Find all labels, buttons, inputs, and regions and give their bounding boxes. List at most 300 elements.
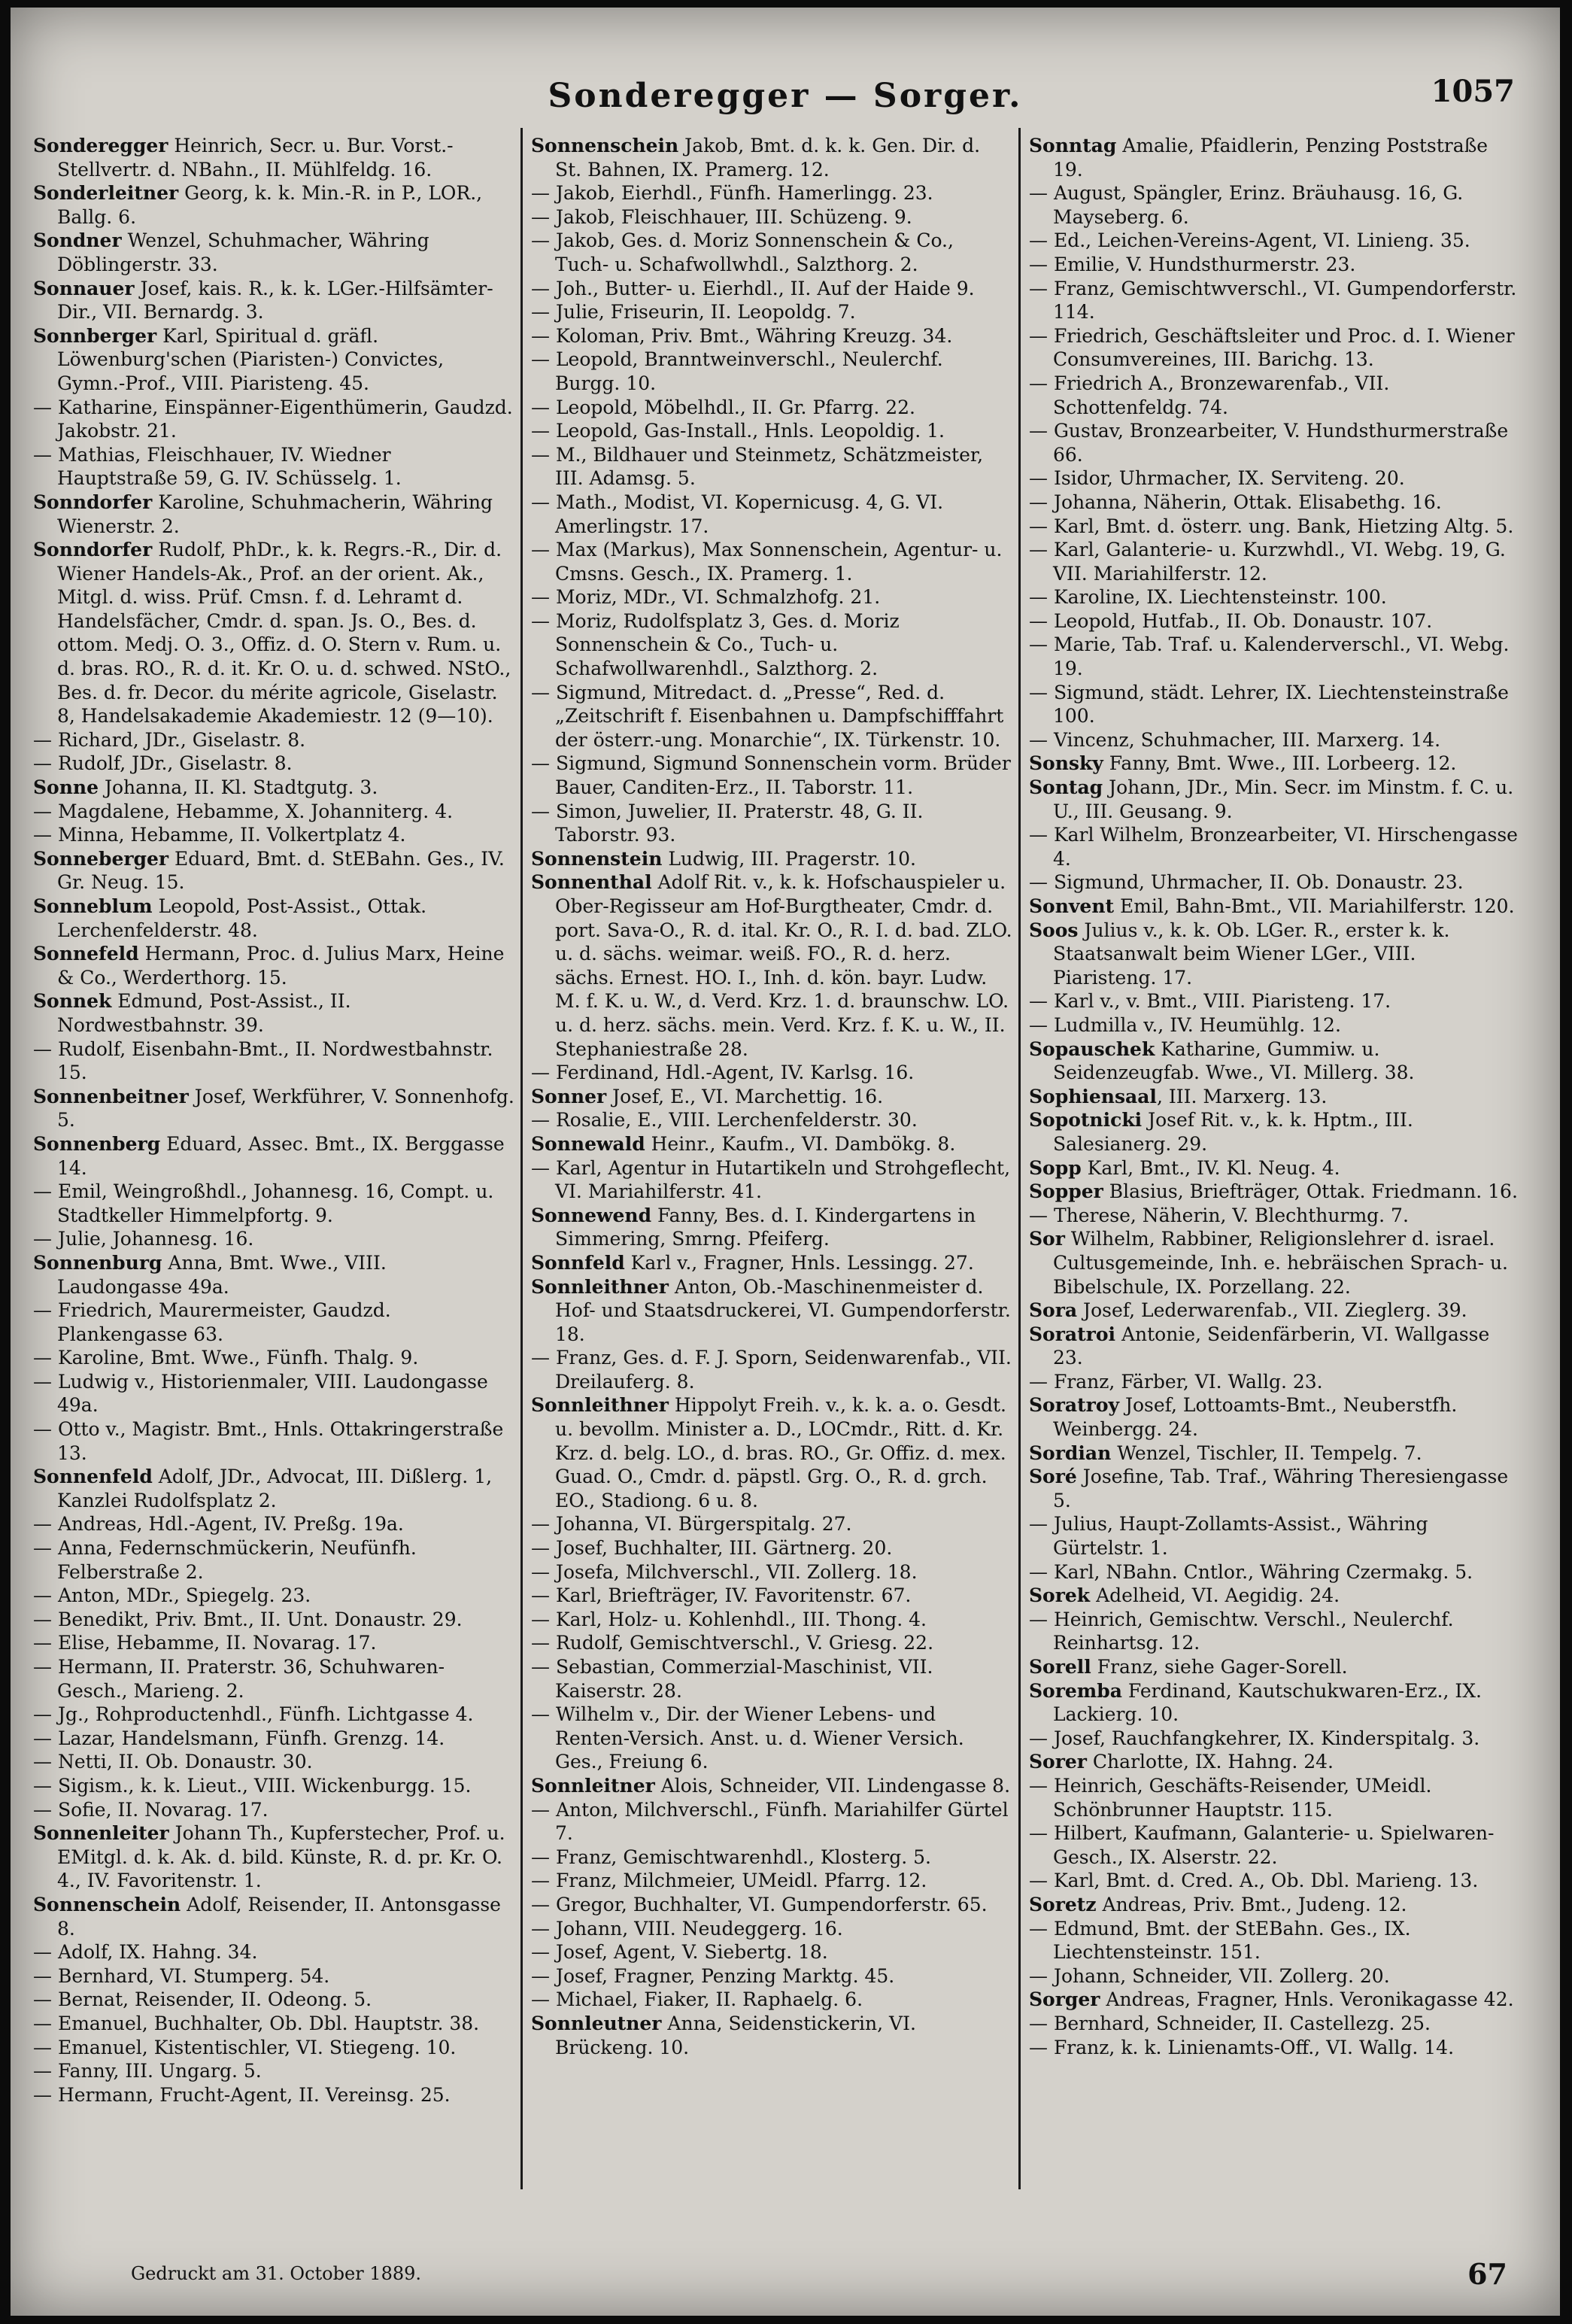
entry-details: Heinrich, Secr. u. Bur. Vorst.-Stellvertr. d. NBahn., II. Mühlfeldg. 16. xyxy=(57,135,454,181)
directory-entry xyxy=(531,1964,1012,1988)
entry-details: Antonie, Seidenfärberin, VI. Wallgasse 23. xyxy=(1053,1323,1490,1369)
page-number: 1057 xyxy=(1431,74,1515,109)
entry-details: Josef, Lottoamts-Bmt., Neuberstfh. Weinbergg. 24. xyxy=(1053,1394,1458,1441)
directory-entry xyxy=(531,1346,1012,1393)
directory-entry xyxy=(1029,1679,1518,1727)
entry-details: — Koloman, Priv. Bmt., Währing Kreuzg. 34. xyxy=(531,324,953,347)
entry-details: — Anna, Federnschmückerin, Neufünfh. Felberstraße 2. xyxy=(33,1537,417,1583)
entry-details: — Johann, Schneider, VII. Zollerg. 20. xyxy=(1029,1964,1390,1987)
directory-entry xyxy=(531,1869,1012,1893)
directory-entry xyxy=(531,1085,1012,1109)
directory-entry xyxy=(1029,681,1518,728)
entry-surname: Soratroy xyxy=(1029,1394,1120,1417)
directory-entry xyxy=(1029,1227,1518,1299)
directory-entry xyxy=(1029,776,1518,823)
entry-details: — Moriz, MDr., VI. Schmalzhofg. 21. xyxy=(531,586,881,609)
directory-entry xyxy=(33,1608,514,1632)
entry-details: Fanny, Bmt. Wwe., III. Lorbeerg. 12. xyxy=(1103,752,1457,775)
entry-details: Johanna, II. Kl. Stadtgutg. 3. xyxy=(99,776,378,799)
directory-entry xyxy=(33,1631,514,1655)
directory-entry xyxy=(1029,1037,1518,1085)
entry-details: Adelheid, VI. Aegidig. 24. xyxy=(1090,1584,1340,1607)
entry-surname: Soretz xyxy=(1029,1893,1097,1915)
directory-entry xyxy=(531,585,1012,609)
directory-entry xyxy=(33,823,514,847)
entry-surname: Sopper xyxy=(1029,1180,1103,1203)
directory-entry xyxy=(33,1251,514,1299)
entry-details: Anna, Bmt. Wwe., VIII. Laudongasse 49a. xyxy=(57,1251,387,1298)
directory-entry xyxy=(531,205,1012,229)
directory-entry xyxy=(531,1560,1012,1584)
entry-details: — Marie, Tab. Traf. u. Kalenderverschl., VI. Webg. 19. xyxy=(1029,633,1510,680)
entry-details: — August, Spängler, Erinz. Bräuhausg. 16, G. Mayseberg. 6. xyxy=(1029,182,1464,228)
directory-entry xyxy=(1029,491,1518,515)
directory-entry xyxy=(33,1037,514,1085)
entry-surname: Sonnenfeld xyxy=(33,1466,153,1488)
directory-entry xyxy=(1029,229,1518,253)
entry-details: Wilhelm, Rabbiner, Religionslehrer d. israel. Cultusgemeinde, Inh. e. hebräischen Sprach- u. Bibelschule, IX. Porzellang. 22. xyxy=(1053,1228,1509,1298)
directory-entry xyxy=(1029,989,1518,1013)
directory-entry xyxy=(1029,324,1518,372)
directory-entry xyxy=(33,942,514,989)
directory-entry xyxy=(33,1750,514,1774)
directory-entry xyxy=(1029,277,1518,324)
entry-surname: Sonnenberg xyxy=(33,1132,161,1155)
directory-entry xyxy=(1029,1917,1518,1964)
directory-entry xyxy=(33,1346,514,1370)
directory-entry xyxy=(1029,752,1518,776)
entry-details: Karoline, Schuhmacherin, Währing Wienerstr. 2. xyxy=(57,491,493,537)
directory-entry xyxy=(33,1703,514,1727)
entry-details: — Gustav, Bronzearbeiter, V. Hundsthurmerstraße 66. xyxy=(1029,420,1509,466)
entry-details: Josefine, Tab. Traf., Währing Theresiengasse 5. xyxy=(1053,1466,1509,1511)
entry-details: — Johanna, Näherin, Ottak. Elisabethg. 16. xyxy=(1029,491,1442,513)
entry-surname: Sonne xyxy=(33,776,99,799)
entry-details: — Sigmund, Mitredact. d. „Presse“, Red. d. „Zeitschrift f. Eisenbahnen u. Dampfschifffahrt der österr.-ung. Monarchie“, IX. Türkenstr. 10. xyxy=(531,681,1004,751)
directory-entry xyxy=(531,1703,1012,1774)
directory-entry xyxy=(1029,728,1518,752)
entry-details: Eduard, Bmt. d. StEBahn. Ges., IV. Gr. Neug. 15. xyxy=(57,847,505,894)
directory-page xyxy=(11,8,1560,2316)
directory-entry xyxy=(531,870,1012,1061)
directory-entry xyxy=(531,1798,1012,1846)
entry-surname: Sonner xyxy=(531,1085,607,1107)
directory-entry xyxy=(33,2059,514,2083)
directory-entry xyxy=(33,1465,514,1512)
entry-details: — Rudolf, Gemischtverschl., V. Griesg. 22. xyxy=(531,1632,934,1654)
directory-entry xyxy=(1029,2012,1518,2036)
directory-entry xyxy=(1029,919,1518,990)
entry-details: Johann, JDr., Min. Secr. im Minstm. f. C. u. U., III. Geusang. 9. xyxy=(1053,776,1514,822)
directory-entry xyxy=(1029,1512,1518,1560)
entry-details: Ferdinand, Kautschukwaren-Erz., IX. Lackierg. 10. xyxy=(1053,1679,1482,1726)
directory-entry xyxy=(531,1608,1012,1632)
directory-entry xyxy=(1029,1584,1518,1608)
entry-details: Georg, k. k. Min.-R. in P., LOR., Ballg. 6. xyxy=(57,182,483,228)
entry-surname: Sonnenschein xyxy=(33,1893,181,1915)
directory-entry xyxy=(531,1061,1012,1085)
directory-entry xyxy=(531,847,1012,871)
entry-details: — Minna, Hebamme, II. Volkertplatz 4. xyxy=(33,824,406,846)
entry-surname: Sophiensaal xyxy=(1029,1085,1157,1107)
directory-entry xyxy=(1029,1774,1518,1821)
directory-entry xyxy=(33,1417,514,1465)
entry-surname: Sonnberger xyxy=(33,324,157,347)
entry-details: — Hilbert, Kaufmann, Galanterie- u. Spielwaren-Gesch., IX. Alserstr. 22. xyxy=(1029,1822,1495,1868)
entry-details: — Karl Wilhelm, Bronzearbeiter, VI. Hirschengasse 4. xyxy=(1029,824,1518,870)
directory-entry xyxy=(1029,538,1518,585)
entry-surname: Sopotnicki xyxy=(1029,1109,1143,1132)
entry-details: Ludwig, III. Pragerstr. 10. xyxy=(662,847,916,870)
sheet-signature: 67 xyxy=(1467,2257,1507,2291)
entry-details: — Magdalene, Hebamme, X. Johanniterg. 4. xyxy=(33,800,454,822)
directory-entry xyxy=(531,681,1012,752)
directory-entry xyxy=(33,324,514,396)
entry-details: — Adolf, IX. Hahng. 34. xyxy=(33,1941,258,1964)
directory-entry xyxy=(1029,609,1518,633)
directory-entry xyxy=(1029,1180,1518,1204)
entry-details: — Karl, Bmt. d. Cred. A., Ob. Dbl. Marieng. 13. xyxy=(1029,1870,1479,1892)
directory-entry xyxy=(531,1251,1012,1275)
directory-entry xyxy=(1029,515,1518,539)
directory-entry xyxy=(1029,1655,1518,1679)
entry-details: Katharine, Gummiw. u. Seidenzeugfab. Wwe., VI. Millerg. 38. xyxy=(1053,1037,1415,1084)
entry-details: — Friedrich, Geschäftsleiter und Proc. d. I. Wiener Consumvereines, III. Barichg. 13. xyxy=(1029,324,1515,371)
entry-details: — Friedrich A., Bronzewarenfab., VII. Schottenfeldg. 74. xyxy=(1029,372,1390,418)
entry-details: Anna, Seidenstickerin, VI. Brückeng. 10. xyxy=(555,2012,916,2058)
directory-entry xyxy=(1029,1608,1518,1655)
entry-details: Eduard, Assec. Bmt., IX. Berggasse 14. xyxy=(57,1132,505,1179)
entry-surname: Sorek xyxy=(1029,1584,1091,1607)
directory-entry xyxy=(531,181,1012,205)
entry-surname: Sonderleitner xyxy=(33,182,179,205)
entry-details: Wenzel, Tischler, II. Tempelg. 7. xyxy=(1111,1441,1422,1464)
entry-details: — Jg., Rohproductenhdl., Fünfh. Lichtgasse 4. xyxy=(33,1703,474,1726)
entry-details: — Wilhelm v., Dir. der Wiener Lebens- und Renten-Versich. Anst. u. d. Wiener Versich. Ges., Freiung 6. xyxy=(531,1703,964,1773)
directory-entry xyxy=(531,229,1012,276)
entry-details: — Rosalie, E., VIII. Lerchenfelderstr. 30. xyxy=(531,1109,918,1132)
directory-entry xyxy=(1029,372,1518,419)
entry-details: — Sigmund, Uhrmacher, II. Ob. Donaustr. 23. xyxy=(1029,871,1464,894)
entry-details: Hippolyt Freih. v., k. k. a. o. Gesdt. u. bevollm. Minister a. D., LOCmdr., Ritt. d. Kr. Krz. d. belg. LO., d. bras. RO., Gr. Offiz. d. mex. Guad. O., Cmdr. d. päpstl. Grg. O., R. d. grch. EO., Stadiong. 6 u. 8. xyxy=(555,1394,1006,1511)
entry-details: Edmund, Post-Assist., II. Nordwestbahnstr. 39. xyxy=(57,990,351,1036)
directory-entry xyxy=(531,1846,1012,1870)
entry-details: — Richard, JDr., Giselastr. 8. xyxy=(33,728,306,751)
entry-details: — Joh., Butter- u. Eierhdl., II. Auf der Haide 9. xyxy=(531,277,975,299)
entry-surname: Sorell xyxy=(1029,1656,1091,1678)
entry-details: — Sigmund, Sigmund Sonnenschein vorm. Brüder Bauer, Canditen-Erz., II. Taborstr. 11. xyxy=(531,752,1011,799)
entry-details: Alois, Schneider, VII. Lindengasse 8. xyxy=(654,1774,1011,1797)
entry-details: — Ed., Leichen-Vereins-Agent, VI. Linieng. 35. xyxy=(1029,229,1470,252)
directory-entry xyxy=(1029,1750,1518,1774)
directory-entry xyxy=(33,1584,514,1608)
directory-entry xyxy=(531,1774,1012,1798)
entry-details: — Sigmund, städt. Lehrer, IX. Liechtensteinstraße 100. xyxy=(1029,681,1509,728)
directory-entry xyxy=(1029,895,1518,919)
entry-details: Julius v., k. k. Ob. LGer. R., erster k. k. Staatsanwalt beim Wiener LGer., VIII. Piaristeng. 17. xyxy=(1053,919,1450,989)
entry-details: Heinr., Kaufm., VI. Dambökg. 8. xyxy=(645,1132,956,1155)
entry-details: Emil, Bahn-Bmt., VII. Mariahilferstr. 120. xyxy=(1114,895,1515,917)
directory-entry xyxy=(33,800,514,824)
entry-details: — Heinrich, Geschäfts-Reisender, UMeidl. Schönbrunner Hauptstr. 115. xyxy=(1029,1774,1432,1821)
entry-details: — Emil, Weingroßhdl., Johannesg. 16, Compt. u. Stadtkeller Himmelpfortg. 9. xyxy=(33,1180,494,1226)
entry-surname: Sonneberger xyxy=(33,847,169,870)
directory-entry xyxy=(531,300,1012,324)
directory-entry xyxy=(33,728,514,752)
directory-entry xyxy=(1029,1465,1518,1512)
directory-entry xyxy=(33,277,514,324)
entry-details: — Emilie, V. Hundsthurmerstr. 23. xyxy=(1029,253,1356,275)
directory-entry xyxy=(531,609,1012,681)
entry-details: — Jakob, Fleischhauer, III. Schüzeng. 9. xyxy=(531,205,912,228)
entry-details: — Ferdinand, Hdl.-Agent, IV. Karlsg. 16. xyxy=(531,1062,915,1084)
directory-entry xyxy=(531,134,1012,181)
entry-details: Josef, E., VI. Marchettig. 16. xyxy=(606,1085,884,1107)
entry-details: Adolf, Reisender, II. Antonsgasse 8. xyxy=(57,1893,501,1940)
entry-details: — Anton, MDr., Spiegelg. 23. xyxy=(33,1584,311,1607)
entry-surname: Sonnenleiter xyxy=(33,1822,169,1845)
directory-entry xyxy=(1029,1560,1518,1584)
directory-entry xyxy=(1029,181,1518,229)
directory-entry xyxy=(531,1393,1012,1512)
directory-entry xyxy=(1029,1299,1518,1323)
directory-entry xyxy=(33,1727,514,1751)
entry-surname: Sonvent xyxy=(1029,895,1115,917)
directory-entry xyxy=(531,800,1012,847)
directory-entry xyxy=(531,1631,1012,1655)
entry-details: — Hermann, II. Praterstr. 36, Schuhwaren-Gesch., Marieng. 2. xyxy=(33,1656,445,1702)
entry-details: — Franz, Milchmeier, UMeidl. Pfarrg. 12. xyxy=(531,1870,927,1892)
entry-details: Amalie, Pfaidlerin, Penzing Poststraße 19. xyxy=(1053,135,1489,181)
entry-details: Karl v., Fragner, Hnls. Lessingg. 27. xyxy=(624,1251,974,1274)
entry-details: — Jakob, Ges. d. Moriz Sonnenschein & Co., Tuch- u. Schafwollwhdl., Salzthorg. 2. xyxy=(531,229,954,275)
directory-entry xyxy=(531,324,1012,348)
directory-entry xyxy=(1029,1013,1518,1037)
entry-details: Karl, Spiritual d. gräfl. Löwenburg'schen (Piaristen-) Convictes, Gymn.-Prof., VIII. Piaristeng. 45. xyxy=(57,324,445,394)
directory-entry xyxy=(1029,419,1518,466)
entry-details: — Leopold, Möbelhdl., II. Gr. Pfarrg. 22. xyxy=(531,396,915,418)
entry-details: Karl, Bmt., IV. Kl. Neug. 4. xyxy=(1081,1156,1340,1179)
entry-details: — Franz, Färber, VI. Wallg. 23. xyxy=(1029,1370,1323,1393)
directory-entry xyxy=(33,1988,514,2012)
entry-surname: Sonnenburg xyxy=(33,1251,162,1274)
entry-details: — Karl, Bmt. d. österr. ung. Bank, Hietzing Altg. 5. xyxy=(1029,515,1514,537)
directory-entry xyxy=(33,895,514,942)
entry-details: — Max (Markus), Max Sonnenschein, Agentur- u. Cmsns. Gesch., IX. Pramerg. 1. xyxy=(531,539,1003,585)
directory-entry xyxy=(33,1798,514,1822)
entry-surname: Soos xyxy=(1029,919,1079,941)
entry-details: — Anton, Milchverschl., Fünfh. Mariahilfer Gürtel 7. xyxy=(531,1798,1009,1845)
entry-details: , III. Marxerg. 13. xyxy=(1156,1085,1328,1107)
entry-details: Leopold, Post-Assist., Ottak. Lerchenfelderstr. 48. xyxy=(57,895,427,941)
directory-entry xyxy=(531,1275,1012,1347)
directory-entry xyxy=(1029,466,1518,491)
entry-surname: Sonnewend xyxy=(531,1204,652,1226)
entry-surname: Sonnleithner xyxy=(531,1394,669,1417)
entry-surname: Sonnenbeitner xyxy=(33,1085,189,1107)
entry-details: Andreas, Fragner, Hnls. Veronikagasse 42. xyxy=(1100,1988,1514,2011)
directory-entry xyxy=(1029,1085,1518,1109)
entry-details: — Otto v., Magistr. Bmt., Hnls. Ottakringerstraße 13. xyxy=(33,1418,504,1464)
directory-entry xyxy=(33,1370,514,1417)
entry-surname: Sonnauer xyxy=(33,277,135,299)
directory-entry xyxy=(531,538,1012,585)
entry-details: — Karoline, Bmt. Wwe., Fünfh. Thalg. 9. xyxy=(33,1347,419,1369)
entry-details: — Johanna, VI. Bürgerspitalg. 27. xyxy=(531,1513,852,1536)
entry-details: — Mathias, Fleischhauer, IV. Wiedner Hauptstraße 59, G. IV. Schüsselg. 1. xyxy=(33,443,402,490)
directory-entry xyxy=(33,134,514,181)
directory-entry xyxy=(1029,1869,1518,1893)
directory-entry xyxy=(1029,1964,1518,1988)
directory-entry xyxy=(1029,1893,1518,1917)
directory-entry xyxy=(33,2012,514,2036)
entry-details: — Math., Modist, VI. Kopernicusg. 4, G. VI. Amerlingstr. 17. xyxy=(531,491,944,537)
directory-entry xyxy=(33,1085,514,1132)
directory-entry xyxy=(1029,1370,1518,1394)
entry-details: — Josefa, Milchverschl., VII. Zollerg. 18. xyxy=(531,1560,918,1583)
directory-entry xyxy=(531,1536,1012,1560)
entry-surname: Sontag xyxy=(1029,776,1103,799)
entry-surname: Soré xyxy=(1029,1466,1077,1488)
entry-details: Hermann, Proc. d. Julius Marx, Heine & Co., Werderthorg. 15. xyxy=(57,943,505,989)
column-1 xyxy=(33,134,514,2180)
page-title: Sonderegger — Sorger. xyxy=(548,77,1023,115)
entry-details: — Vincenz, Schuhmacher, III. Marxerg. 14. xyxy=(1029,728,1441,751)
directory-entry xyxy=(531,1108,1012,1132)
entry-details: — Emanuel, Buchhalter, Ob. Dbl. Hauptstr. 38. xyxy=(33,2012,480,2034)
entry-details: Anton, Ob.-Maschinenmeister d. Hof- und Staatsdruckerei, VI. Gumpendorferstr. 18. xyxy=(555,1275,1011,1345)
directory-entry xyxy=(531,1584,1012,1608)
entry-details: — Bernhard, VI. Stumperg. 54. xyxy=(33,1964,330,1987)
entry-details: — Jakob, Eierhdl., Fünfh. Hamerlingg. 23. xyxy=(531,182,933,205)
directory-entry xyxy=(33,1964,514,1988)
directory-entry xyxy=(1029,134,1518,181)
directory-entry xyxy=(1029,633,1518,680)
directory-entry xyxy=(531,1512,1012,1536)
entry-surname: Sonnleithner xyxy=(531,1275,669,1298)
entry-details: — Leopold, Branntweinverschl., Neulerchf. Burgg. 10. xyxy=(531,348,943,394)
entry-details: — Fanny, III. Ungarg. 5. xyxy=(33,2060,262,2082)
directory-entry xyxy=(33,229,514,276)
entry-details: — Simon, Juwelier, II. Praterstr. 48, G. II. Taborstr. 93. xyxy=(531,800,924,846)
entry-surname: Sonneblum xyxy=(33,895,153,917)
directory-entry xyxy=(531,1156,1012,1204)
entry-details: Wenzel, Schuhmacher, Währing Döblingerstr. 33. xyxy=(57,229,429,275)
entry-details: — Elise, Hebamme, II. Novarag. 17. xyxy=(33,1632,377,1654)
entry-details: Johann Th., Kupferstecher, Prof. u. EMitgl. d. k. Ak. d. bild. Künste, R. d. pr. Kr. O. 4., IV. Favoritenstr. 1. xyxy=(57,1822,505,1892)
entry-surname: Sonsky xyxy=(1029,752,1103,775)
entry-details: — Bernat, Reisender, II. Odeong. 5. xyxy=(33,1988,372,2011)
directory-entry xyxy=(1029,253,1518,277)
directory-entry xyxy=(33,752,514,776)
entry-details: — Franz, Gemischtwarenhdl., Klosterg. 5. xyxy=(531,1846,931,1868)
directory-entry xyxy=(1029,1108,1518,1156)
entry-surname: Soremba xyxy=(1029,1679,1122,1702)
entry-surname: Sonnfeld xyxy=(531,1251,625,1274)
entry-details: — Julie, Friseurin, II. Leopoldg. 7. xyxy=(531,301,856,324)
entry-surname: Sonnleitner xyxy=(531,1774,655,1797)
entry-details: — Karoline, IX. Liechtensteinstr. 100. xyxy=(1029,586,1387,609)
entry-details: — Moriz, Rudolfsplatz 3, Ges. d. Moriz Sonnenschein & Co., Tuch- u. Schafwollwarenhdl., Salzthorg. 2. xyxy=(531,609,900,680)
directory-entry xyxy=(1029,1441,1518,1466)
directory-entry xyxy=(531,396,1012,420)
directory-entry xyxy=(531,1655,1012,1703)
entry-details: — Sofie, II. Novarag. 17. xyxy=(33,1798,269,1821)
directory-entry xyxy=(33,1536,514,1584)
entry-surname: Sonnewald xyxy=(531,1132,645,1155)
entry-surname: Sordian xyxy=(1029,1441,1112,1464)
entry-surname: Sopauschek xyxy=(1029,1037,1155,1060)
column-divider xyxy=(520,128,523,2189)
entry-details: Josef Rit. v., k. k. Hptm., III. Salesianerg. 29. xyxy=(1053,1109,1413,1155)
directory-entry xyxy=(33,181,514,229)
directory-entry xyxy=(33,1893,514,1940)
directory-entry xyxy=(33,1821,514,1893)
entry-surname: Sonndorfer xyxy=(33,539,153,561)
entry-details: Rudolf, PhDr., k. k. Regrs.-R., Dir. d. Wiener Handels-Ak., Prof. an der orient. Ak., Mitgl. d. wiss. Prüf. Cmsn. f. d. Lehramt d. Handelsfächer, Cmdr. d. span. Js. O., Bes. d. ottom. Medj. O. 3., Offiz. d. O. Stern v. Rum. u. d. bras. RO., R. d. it. Kr. O. u. d. schwed. NStO., Bes. d. fr. Decor. du mérite agricole, Giselastr. 8, Handelsakademie Akademiestr. 12 (9—10). xyxy=(57,539,511,728)
entry-details: — Hermann, Frucht-Agent, II. Vereinsg. 25. xyxy=(33,2083,451,2106)
entry-details: — Katharine, Einspänner-Eigenthümerin, Gaudzd. Jakobstr. 21. xyxy=(33,396,513,442)
entry-details: — Sigism., k. k. Lieut., VIII. Wickenburgg. 15. xyxy=(33,1774,472,1797)
entry-details: — Karl, Holz- u. Kohlenhdl., III. Thong. 4. xyxy=(531,1608,927,1630)
entry-details: Adolf Rit. v., k. k. Hofschauspieler u. Ober-Regisseur am Hof-Burgtheater, Cmdr. d. port. Sava-O., R. d. ital. Kr. O., R. I. d. bad. ZLO. u. d. sächs. weimar. weiß. FO., R. d. herz. sächs. Ernest. HO. I., Inh. d. kön. bayr. Ludw. M. f. K. u. W., d. Verd. Krz. 1. d. braunschw. LO. u. d. herz. sächs. mein. Verd. Krz. f. K. u. W., II. Stephaniestraße 28. xyxy=(555,871,1012,1060)
entry-details: — Ludwig v., Historienmaler, VIII. Laudongasse 49a. xyxy=(33,1370,488,1417)
entry-surname: Sopp xyxy=(1029,1156,1082,1179)
directory-entry xyxy=(1029,2036,1518,2060)
entry-details: — Isidor, Uhrmacher, IX. Serviteng. 20. xyxy=(1029,467,1405,490)
entry-details: — Rudolf, Eisenbahn-Bmt., II. Nordwestbahnstr. 15. xyxy=(33,1037,493,1084)
entry-details: — Heinrich, Gemischtw. Verschl., Neulerchf. Reinhartsg. 12. xyxy=(1029,1608,1454,1654)
entry-details: Andreas, Priv. Bmt., Judeng. 12. xyxy=(1096,1893,1407,1915)
entry-details: — Julius, Haupt-Zollamts-Assist., Währing Gürtelstr. 1. xyxy=(1029,1513,1428,1560)
entry-surname: Sonnefeld xyxy=(33,943,139,965)
directory-entry xyxy=(33,538,514,728)
directory-entry xyxy=(33,1132,514,1180)
directory-entry xyxy=(33,2083,514,2107)
directory-entry xyxy=(33,1774,514,1798)
entry-details: — Friedrich, Maurermeister, Gaudzd. Plankengasse 63. xyxy=(33,1299,391,1345)
entry-surname: Sonntag xyxy=(1029,135,1117,156)
entry-details: Adolf, JDr., Advocat, III. Dißlerg. 1, Kanzlei Rudolfsplatz 2. xyxy=(57,1466,493,1511)
directory-entry xyxy=(1029,823,1518,870)
entry-details: — Franz, k. k. Linienamts-Off., VI. Wallg. 14. xyxy=(1029,2036,1455,2058)
entry-surname: Sora xyxy=(1029,1299,1078,1322)
entry-details: — Benedikt, Priv. Bmt., II. Unt. Donaustr. 29. xyxy=(33,1608,463,1630)
entry-details: — Michael, Fiaker, II. Raphaelg. 6. xyxy=(531,1988,863,2011)
directory-entry xyxy=(33,1180,514,1227)
directory-entry xyxy=(1029,1393,1518,1441)
entry-details: — Netti, II. Ob. Donaustr. 30. xyxy=(33,1751,313,1773)
entry-details: Charlotte, IX. Hahng. 24. xyxy=(1086,1751,1334,1773)
entry-surname: Sonnek xyxy=(33,990,112,1013)
entry-details: — Leopold, Gas-Install., Hnls. Leopoldig. 1. xyxy=(531,420,945,442)
directory-entry xyxy=(531,752,1012,799)
directory-entry xyxy=(531,277,1012,301)
entry-details: Blasius, Briefträger, Ottak. Friedmann. 16. xyxy=(1103,1180,1518,1203)
directory-entry xyxy=(531,443,1012,491)
directory-entry xyxy=(1029,1821,1518,1869)
entry-details: — Edmund, Bmt. der StEBahn. Ges., IX. Liechtensteinstr. 151. xyxy=(1029,1917,1411,1964)
directory-entry xyxy=(33,491,514,538)
entry-details: — Karl, Briefträger, IV. Favoritenstr. 67. xyxy=(531,1584,912,1607)
entry-details: Fanny, Bes. d. I. Kindergartens in Simmering, Smrng. Pfeiferg. xyxy=(555,1204,976,1250)
entry-details: — Gregor, Buchhalter, VI. Gumpendorferstr. 65. xyxy=(531,1893,988,1915)
entry-details: Josef, kais. R., k. k. LGer.-Hilfsämter-Dir., VII. Bernardg. 3. xyxy=(57,277,493,324)
entry-details: — Josef, Buchhalter, III. Gärtnerg. 20. xyxy=(531,1537,893,1560)
directory-entry xyxy=(531,2012,1012,2059)
entry-surname: Sorer xyxy=(1029,1751,1087,1773)
entry-details: Josef, Lederwarenfab., VII. Zieglerg. 39. xyxy=(1077,1299,1467,1322)
